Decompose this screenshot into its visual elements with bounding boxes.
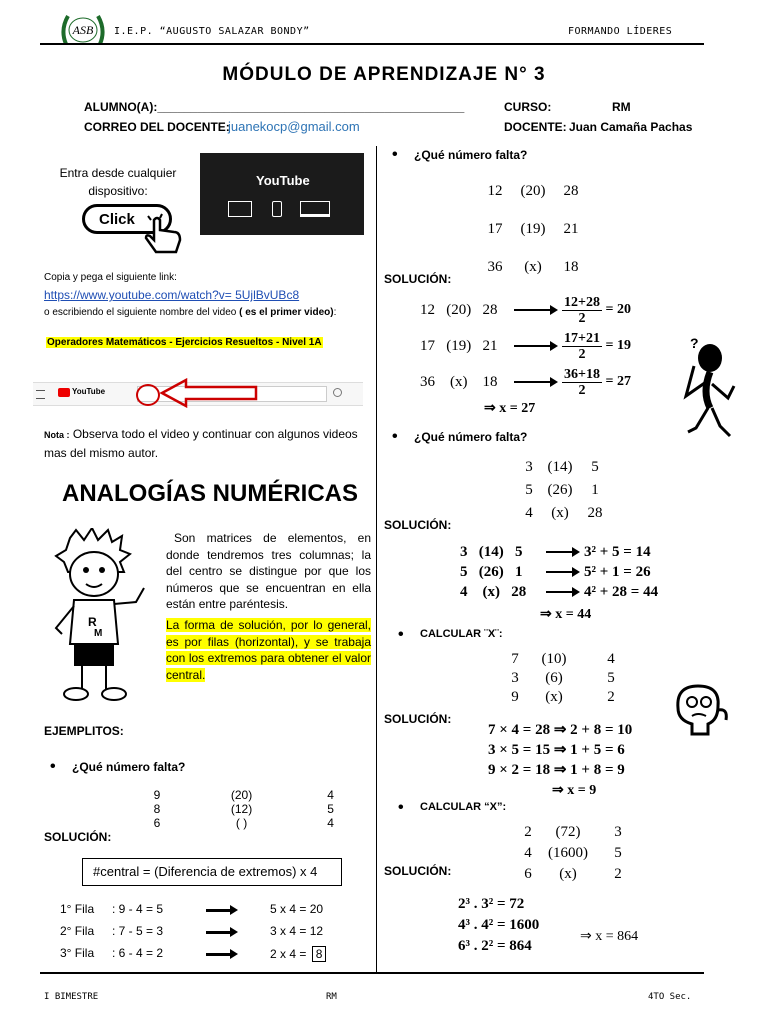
q2-cell: 18 — [563, 258, 579, 275]
q1-cell: 6 — [153, 815, 161, 830]
first-video-note: ( es el primer video) — [239, 307, 334, 318]
q5-row — [518, 822, 638, 843]
sol4-line: 7 × 4 = 28 ⇒ 2 + 8 = 10 — [488, 722, 633, 738]
nota — [44, 425, 364, 462]
solucion-label-left: SOLUCIÓN: — [44, 830, 112, 844]
formula-box — [82, 858, 342, 886]
curso-value: RM — [612, 100, 631, 114]
laptop-icon — [300, 201, 330, 217]
q4-cell: 9 — [511, 689, 519, 705]
arrow-icon — [546, 571, 576, 573]
q2-row — [480, 210, 586, 248]
fila-row — [60, 924, 350, 946]
q1-cell: (20) — [230, 787, 253, 802]
q2-cell: 36 — [487, 258, 503, 275]
sol4-block — [488, 720, 632, 780]
youtube-banner — [200, 153, 364, 235]
solucion-label-4: SOLUCIÓN: — [384, 712, 452, 726]
q2-row — [480, 248, 586, 286]
q1-text: • ¿Qué número falta? — [72, 760, 185, 774]
q2-cell: (19) — [520, 220, 546, 237]
q2-cell: 21 — [563, 220, 579, 237]
q5-table — [518, 822, 638, 885]
q5-cell: (72) — [555, 824, 581, 840]
arrow-head — [550, 305, 558, 315]
phone-icon — [272, 201, 282, 217]
sol2-denominator: 2 — [578, 346, 586, 362]
footer-center: RM — [326, 992, 337, 1002]
q5-cell: (1600) — [548, 845, 588, 861]
correo-label: CORREO DEL DOCENTE: — [84, 120, 230, 134]
sol3-row — [460, 562, 658, 582]
q3-cell: (x) — [551, 505, 569, 521]
menu-icon — [36, 390, 45, 399]
q4-cell: 3 — [511, 670, 519, 686]
q1-cell: (12) — [230, 801, 253, 816]
sol2-numerator: 17+21 — [564, 330, 600, 346]
curso-label: CURSO: — [504, 100, 552, 114]
sol3-block — [460, 542, 658, 602]
sol3-row — [460, 582, 658, 602]
svg-text:?: ? — [690, 336, 699, 351]
or-text: o escribiendo el siguiente nombre del video — [44, 307, 240, 318]
or-colon: : — [333, 307, 337, 318]
arrow-icon — [514, 345, 554, 347]
q4-text: • CALCULAR ¨X¨: — [420, 628, 502, 640]
q1-cell: ( ) — [235, 815, 248, 830]
arrow-head — [572, 547, 580, 557]
confused-face-icon — [668, 680, 730, 736]
sol2-denominator: 2 — [578, 310, 586, 326]
q4-cell: 7 — [511, 651, 519, 667]
red-arrow-annotation — [160, 378, 260, 408]
sol4-final: ⇒ x = 9 — [552, 783, 597, 798]
sol2-result: = 27 — [601, 374, 631, 389]
q4-cell: 5 — [607, 670, 615, 686]
youtube-play-icon — [58, 388, 70, 397]
q5-cell: (x) — [559, 866, 577, 882]
q3-cell: (26) — [547, 482, 573, 498]
docente-label: DOCENTE: — [504, 120, 567, 134]
arrow-head — [572, 567, 580, 577]
arrow-head — [230, 905, 238, 915]
fila-label: 1° Fila — [60, 902, 95, 916]
sol2-row — [420, 328, 631, 364]
sol2-fraction — [562, 367, 602, 398]
video-link[interactable]: https://www.youtube.com/watch?v= 5UjlBvUBc8 — [44, 288, 300, 302]
q3-cell: 4 — [525, 505, 533, 521]
fila-op: : 9 - 4 = 5 — [112, 902, 164, 916]
sol2-fraction — [562, 331, 602, 362]
q2-cell: 17 — [487, 220, 503, 237]
q5-text: • CALCULAR “X”: — [420, 801, 506, 813]
sol2-left: 17 (19) 21 — [420, 337, 498, 354]
q4-cell: 2 — [607, 689, 615, 705]
q5-row — [518, 864, 638, 885]
video-name-instructions — [44, 306, 362, 320]
arrow-head — [550, 377, 558, 387]
q3-row — [524, 479, 604, 502]
arrow-icon — [546, 591, 576, 593]
copy-text: Copia y pega el siguiente link: — [44, 272, 177, 283]
fila-rows — [60, 902, 350, 968]
q5-cell: 4 — [524, 845, 532, 861]
sol4-line: 3 × 5 = 15 ⇒ 1 + 5 = 6 — [488, 742, 625, 758]
sol3-result: 3² + 5 = 14 — [584, 543, 651, 560]
q3-table — [524, 456, 604, 525]
sol5-line: 4³ . 4² = 1600 — [458, 917, 540, 933]
page-title: MÓDULO DE APRENDIZAJE N° 3 — [222, 64, 546, 85]
q1-row — [148, 816, 344, 830]
q1-cell: 4 — [327, 815, 334, 830]
q3-cell: (14) — [547, 459, 573, 475]
arrow-icon — [206, 931, 232, 934]
q2-cell: 28 — [563, 182, 579, 199]
sol2-result: = 19 — [601, 338, 631, 353]
q3-row — [524, 502, 604, 525]
q3-cell: 1 — [591, 482, 599, 498]
q5-cell: 5 — [614, 845, 622, 861]
q1-cell: 5 — [327, 801, 334, 816]
q3-text: • ¿Qué número falta? — [414, 430, 527, 444]
logo-text: ASB — [72, 23, 94, 37]
sol2-denominator: 2 — [578, 382, 586, 398]
access-text: Entra desde cualquier dispositivo: — [59, 166, 177, 198]
q2-text: • ¿Qué número falta? — [414, 148, 527, 162]
school-motto: FORMANDO LÍDERES — [568, 26, 673, 37]
sol5-final: ⇒ x = 864 — [580, 929, 639, 944]
q3-row — [524, 456, 604, 479]
tv-icon — [228, 201, 252, 217]
sol3-left: 5 (26) 1 — [460, 563, 523, 580]
fila-result: 3 x 4 = 12 — [270, 924, 324, 938]
search-bar-brand: YouTube — [72, 387, 106, 396]
q3-cell: 28 — [587, 505, 603, 521]
q1-row — [148, 788, 344, 802]
fila-result: 5 x 4 = 20 — [270, 902, 324, 916]
formula-text: #central = (Diferencia de extremos) x 4 — [93, 864, 318, 879]
sol3-final: ⇒ x = 44 — [540, 607, 592, 622]
red-circle-annotation — [136, 384, 160, 406]
q2-cell: 12 — [487, 182, 503, 199]
email-link[interactable]: juanekocp@gmail.com — [228, 119, 360, 134]
nota-label: Nota : — [44, 430, 70, 440]
q3-cell: 3 — [525, 459, 533, 475]
q1-table — [148, 788, 344, 830]
svg-text:R: R — [88, 615, 97, 629]
section-para2: La forma de solución, por lo general, es por filas (horizontal), y se trabaja con los extremos para obtener el valor central. — [166, 618, 371, 682]
q4-table — [508, 650, 636, 707]
youtube-logo-text: YouTube — [256, 173, 310, 188]
solucion-label-2: SOLUCIÓN: — [384, 272, 452, 286]
sol2-row — [420, 292, 631, 328]
q5-cell: 3 — [614, 824, 622, 840]
svg-text:M: M — [94, 628, 103, 639]
q1-cell: 4 — [327, 787, 334, 802]
fila-label: 2° Fila — [60, 924, 95, 938]
sol2-block — [420, 292, 631, 400]
fila-label: 3° Fila — [60, 946, 95, 960]
sol3-result: 4² + 28 = 44 — [584, 583, 659, 600]
sol2-numerator: 12+28 — [564, 294, 600, 310]
q1-row — [148, 802, 344, 816]
column-divider — [376, 146, 377, 972]
header-line — [40, 43, 704, 45]
search-icon[interactable] — [333, 388, 342, 397]
nota-text: Observa todo el video y continuar con algunos videos mas del mismo autor. — [44, 427, 358, 460]
sol4-line: 9 × 2 = 18 ⇒ 1 + 8 = 9 — [488, 762, 625, 778]
arrow-head — [572, 587, 580, 597]
thinking-figure — [676, 336, 738, 440]
q5-cell: 6 — [524, 866, 532, 882]
q3-cell: 5 — [591, 459, 599, 475]
q1-cell: 9 — [153, 787, 161, 802]
footer-left: I BIMESTRE — [44, 992, 99, 1002]
q5-cell: 2 — [524, 824, 532, 840]
q4-row — [508, 650, 636, 669]
sol2-final: ⇒ x = 27 — [484, 401, 536, 416]
q4-cell: 4 — [607, 651, 615, 667]
fila-op: : 6 - 4 = 2 — [112, 946, 164, 960]
q4-cell: (10) — [541, 651, 567, 667]
section-heading: ANALOGÍAS NUMÉRICAS — [62, 480, 359, 507]
q1-cell: 8 — [153, 801, 161, 816]
arrow-head — [230, 927, 238, 937]
docente-value: Juan Camaña Pachas — [569, 120, 693, 134]
sol2-left: 36 (x) 18 — [420, 373, 498, 390]
sol5-line: 2³ . 3² = 72 — [458, 896, 525, 912]
section-para2-wrap — [166, 617, 371, 683]
q2-table — [480, 172, 586, 286]
sol3-left: 3 (14) 5 — [460, 543, 523, 560]
sol2-result: = 20 — [601, 302, 631, 317]
q5-cell: 2 — [614, 866, 622, 882]
ejemplitos-label: EJEMPLITOS: — [44, 724, 124, 738]
fila-result: 2 x 4 = 8 — [270, 946, 326, 962]
sol3-row — [460, 542, 658, 562]
section-para1: Son matrices de elementos, en donde tendremos tres columnas; la del centro se distingue por que los números que se encuentran en ella están entre paréntesis. — [166, 531, 371, 611]
arrow-icon — [206, 953, 232, 956]
arrow-icon — [546, 551, 576, 553]
arrow-icon — [514, 381, 554, 383]
arrow-icon — [206, 909, 232, 912]
arrow-head — [230, 949, 238, 959]
footer-right: 4TO Sec. — [648, 992, 692, 1002]
q4-row — [508, 669, 636, 688]
arrow-head — [550, 341, 558, 351]
alumno-field: ALUMNO(A):______________________________________________ — [84, 100, 465, 114]
q2-cell: (x) — [524, 258, 542, 275]
fila-row — [60, 902, 350, 924]
hand-cursor-icon — [142, 212, 188, 258]
solucion-label-5: SOLUCIÓN: — [384, 864, 452, 878]
q2-row — [480, 172, 586, 210]
sol2-numerator: 36+18 — [564, 366, 600, 382]
boxed-answer: 8 — [312, 946, 327, 962]
sol5-line: 6³ . 2² = 864 — [458, 938, 532, 954]
footer-line — [40, 972, 704, 974]
sol3-result: 5² + 1 = 26 — [584, 563, 651, 580]
click-label: Click — [99, 211, 135, 228]
fila-op: : 7 - 5 = 3 — [112, 924, 164, 938]
sol2-row — [420, 364, 631, 400]
video-name: Operadores Matemáticos - Ejercicios Resueltos - Nivel 1A — [47, 337, 322, 348]
sol2-left: 12 (20) 28 — [420, 301, 498, 318]
school-name: I.E.P. “AUGUSTO SALAZAR BONDY” — [114, 26, 310, 37]
fila-row — [60, 946, 350, 968]
sol5-block — [458, 894, 539, 957]
q4-cell: (6) — [545, 670, 563, 686]
character-illustration — [40, 528, 156, 704]
q3-cell: 5 — [525, 482, 533, 498]
sol3-left: 4 (x) 28 — [460, 583, 527, 600]
q4-row — [508, 688, 636, 707]
q4-cell: (x) — [545, 689, 563, 705]
q5-row — [518, 843, 638, 864]
solucion-label-3: SOLUCIÓN: — [384, 518, 452, 532]
sol2-fraction — [562, 295, 602, 326]
arrow-icon — [514, 309, 554, 311]
q2-cell: (20) — [520, 182, 546, 199]
